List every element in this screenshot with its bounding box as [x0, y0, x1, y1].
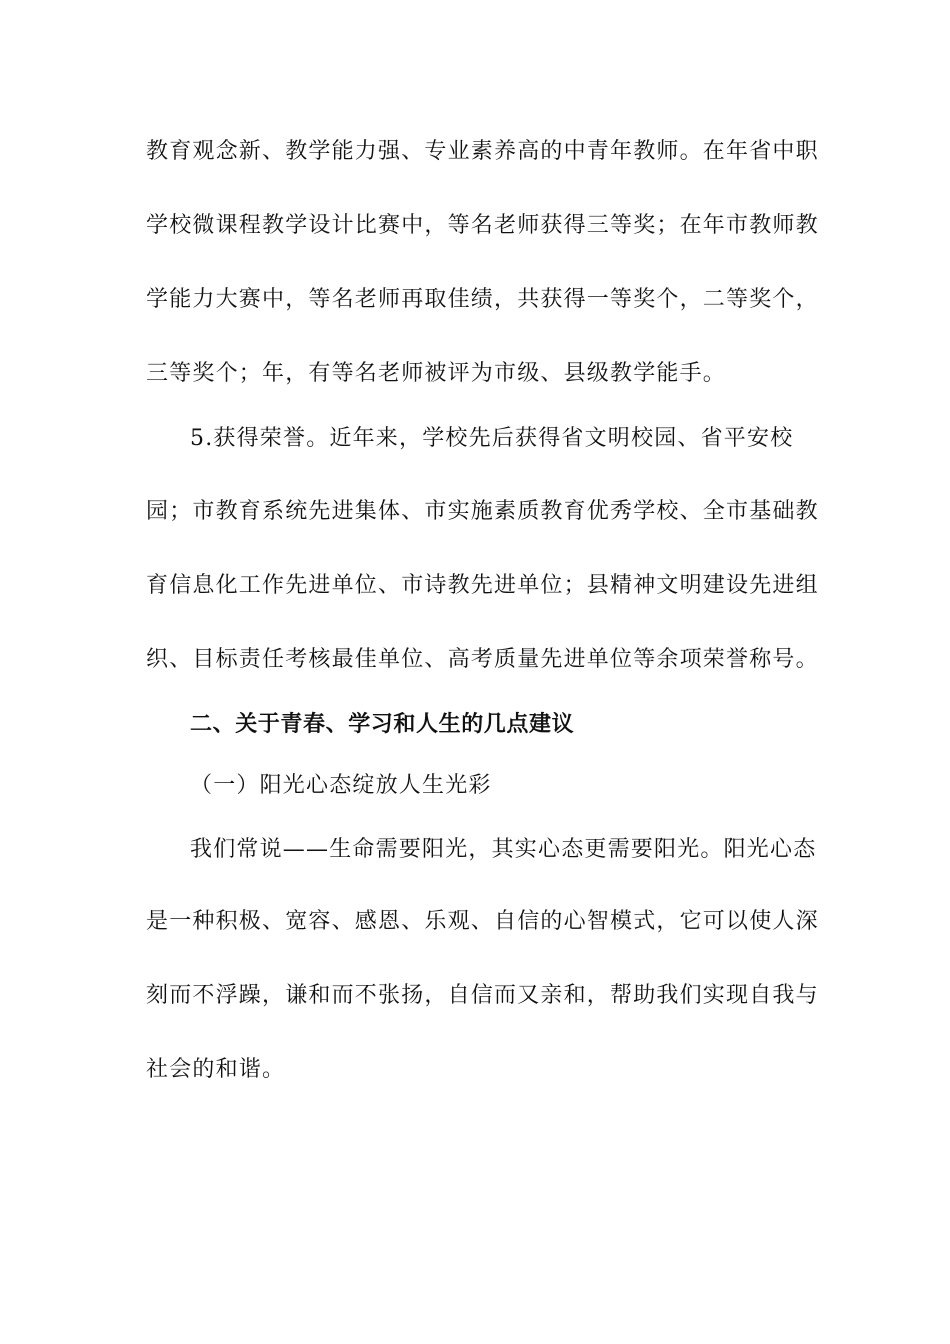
paragraph-line: 学能力大赛中，等名老师再取佳绩，共获得一等奖个，二等奖个， [146, 287, 819, 312]
paragraph-line: 园；市教育系统先进集体、市实施素质教育优秀学校、全市基础教 [146, 499, 819, 524]
paragraph-line: 三等奖个；年，有等名老师被评为市级、县级教学能手。 [146, 361, 727, 386]
paragraph-line: 社会的和谐。 [146, 1057, 286, 1082]
paragraph-line: 织、目标责任考核最佳单位、高考质量先进单位等余项荣誉称号。 [146, 647, 819, 672]
paragraph-line: 育信息化工作先进单位、市诗教先进单位；县精神文明建设先进组 [146, 573, 819, 598]
paragraph-line: 学校微课程教学设计比赛中，等名老师获得三等奖；在年市教师教 [146, 213, 819, 238]
subsection-heading: （一）阳光心态绽放人生光彩 [190, 773, 492, 798]
paragraph-line: 我们常说——生命需要阳光，其实心态更需要阳光。阳光心态 [190, 837, 817, 862]
section-heading: 二、关于青春、学习和人生的几点建议 [190, 711, 575, 737]
paragraph-line: 教育观念新、教学能力强、专业素养高的中青年教师。在年省中职 [146, 139, 819, 164]
paragraph-line: 是一种积极、宽容、感恩、乐观、自信的心智模式，它可以使人深 [146, 909, 819, 934]
paragraph-line: 刻而不浮躁，谦和而不张扬，自信而又亲和，帮助我们实现自我与 [146, 983, 819, 1008]
paragraph-line: 5.获得荣誉。近年来，学校先后获得省文明校园、省平安校 [190, 426, 794, 451]
